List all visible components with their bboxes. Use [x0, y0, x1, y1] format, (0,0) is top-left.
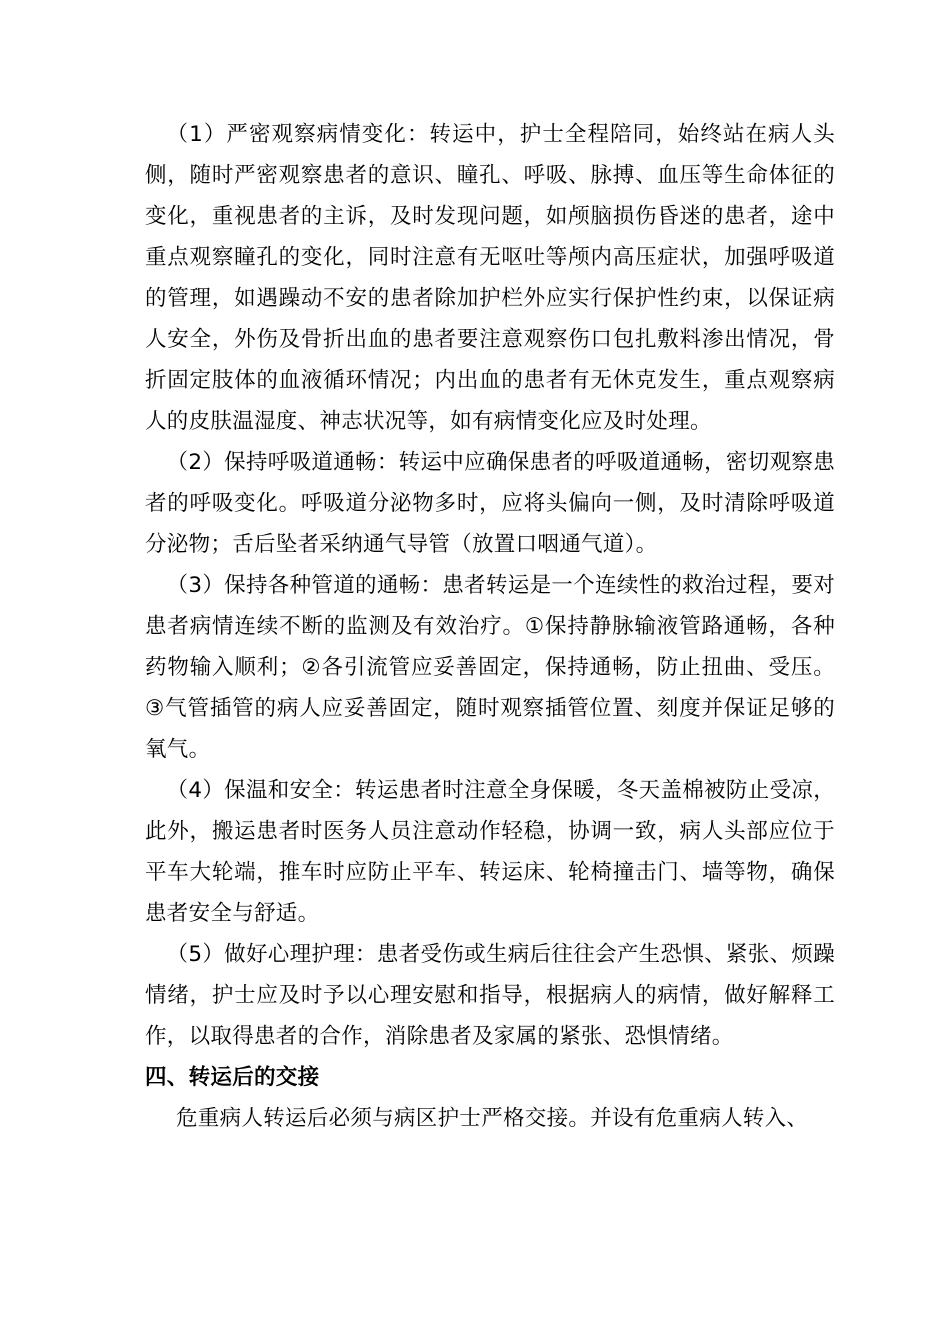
- paragraph-warmth-safety: （4）保温和安全：转运患者时注意全身保暖，冬天盖棉被防止受凉，此外，搬运患者时医务人员注意动作轻稳，协调一致，病人头部应位于平车大轮端，推车时应防止平车、转运床、轮椅撞击门、墙等物，确保患者安全与舒适。: [145, 778, 835, 926]
- paragraph-airway: （2）保持呼吸道通畅：转运中应确保患者的呼吸道通畅，密切观察患者的呼吸变化。呼吸道分泌物多时，应将头偏向一侧，及时清除呼吸道分泌物；舌后坠者采纳通气导管（放置口咽通气道）。: [145, 450, 835, 557]
- section-heading: 四、转运后的交接: [145, 1065, 320, 1090]
- document-body: [145, 114, 835, 1139]
- paragraph-observation: （1）严密观察病情变化：转运中，护士全程陪同，始终站在病人头侧，随时严密观察患者的意识、瞳孔、呼吸、脉搏、血压等生命体征的变化，重视患者的主诉，及时发现问题，如颅脑损伤昏迷的患者，途中重点观察瞳孔的变化，同时注意有无呕吐等颅内高压症状，加强呼吸道的管理，如遇躁动不安的患者除加护栏外应实行保护性约束，以保证病人安全，外伤及骨折出血的患者要注意观察伤口包扎敷料渗出情况，骨折固定肢体的血液循环情况；内出血的患者有无休克发生，重点观察病人的皮肤温湿度、神志状况等，如有病情变化应及时处理。: [145, 122, 835, 434]
- paragraph-tubes: （3）保持各种管道的通畅：患者转运是一个连续性的救治过程，要对患者病情连续不断的监测及有效治疗。①保持静脉输液管路通畅，各种药物输入顺利；②各引流管应妥善固定，保持通畅，防止扭曲、受压。③气管插管的病人应妥善固定，随时观察插管位置、刻度并保证足够的氧气。: [145, 573, 835, 762]
- paragraph-psychological-care: （5）做好心理护理：患者受伤或生病后往往会产生恐惧、紧张、烦躁情绪，护士应及时予以心理安慰和指导，根据病人的病情，做好解释工作，以取得患者的合作，消除患者及家属的紧张、恐惧情绪。: [145, 942, 835, 1049]
- paragraph-handover: 危重病人转运后必须与病区护士严格交接。并设有危重病人转入、: [176, 1106, 809, 1131]
